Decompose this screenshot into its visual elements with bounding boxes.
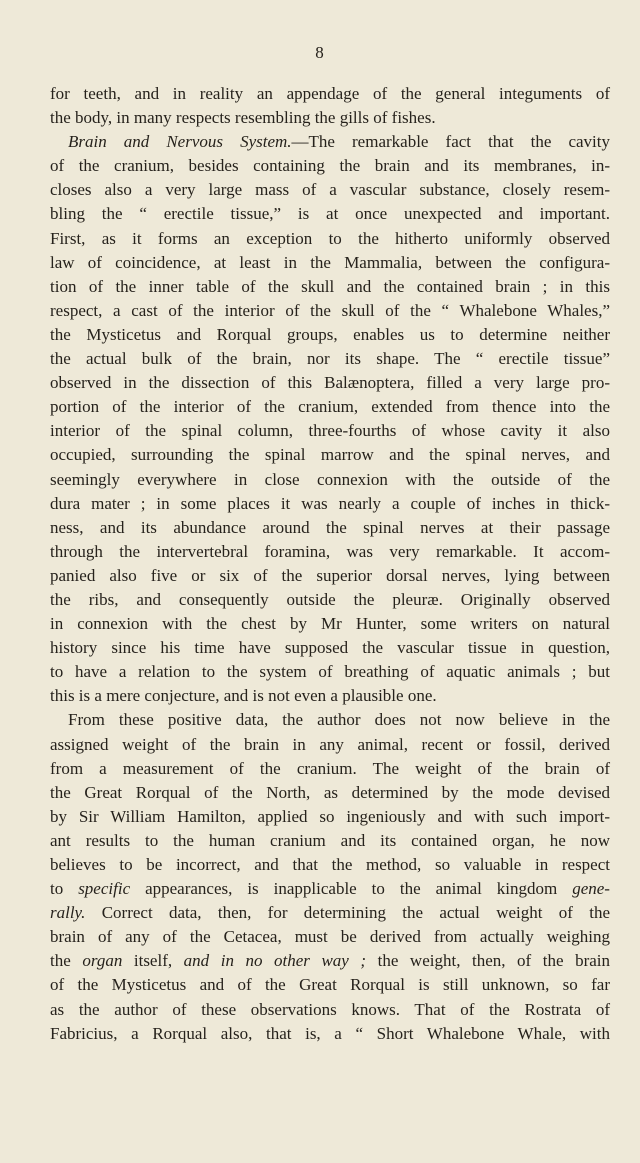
text-line: of the cranium, besides containing the brain and its membranes, in- [50, 156, 610, 176]
text-line: the ribs, and consequently outside the pleuræ. Originally observed [50, 589, 610, 609]
text-line: rally. Correct data, then, for determining the actual weight of the [50, 903, 610, 923]
text-line: assigned weight of the brain in any animal, recent or fossil, derived [50, 734, 610, 754]
text-line: dura mater ; in some places it was nearly a couple of inches in thick- [50, 493, 610, 513]
text-line: From these positive data, the author does not now believe in the [68, 710, 610, 730]
text-line: the Great Rorqual of the North, as determined by the mode devised [50, 782, 610, 802]
text-line: observed in the dissection of this Balænoptera, filled a very large pro- [50, 373, 610, 393]
text-line: Brain and Nervous System.—The remarkable fact that the cavity [68, 132, 610, 152]
text-line: through the intervertebral foramina, was very remarkable. It accom- [50, 541, 610, 561]
text-line: ness, and its abundance around the spinal nerves at their passage [50, 517, 610, 537]
text-line: for teeth, and in reality an appendage of the general integuments of [50, 84, 610, 103]
page-number: 8 [315, 43, 325, 62]
text-line: interior of the spinal column, three-fourths of whose cavity it also [50, 421, 610, 441]
text-line: as the author of these observations knows. That of the Rostrata of [50, 999, 610, 1019]
text-line: the Mysticetus and Rorqual groups, enables us to determine neither [50, 324, 610, 344]
text-line: this is a mere conjecture, and is not even a plausible one. [50, 686, 437, 706]
text-line: ant results to the human cranium and its contained organ, he now [50, 830, 610, 850]
text-line: portion of the interior of the cranium, extended from thence into the [50, 397, 610, 417]
text-line: seemingly everywhere in close connexion with the outside of the [50, 469, 610, 489]
text-line: the body, in many respects resembling the gills of fishes. [50, 108, 436, 128]
text-line: of the Mysticetus and of the Great Rorqual is still unknown, so far [50, 975, 610, 995]
text-line: First, as it forms an exception to the hitherto uniformly observed [50, 228, 610, 248]
text-line: brain of any of the Cetacea, must be derived from actually weighing [50, 927, 610, 947]
text-line: to specific appearances, is inapplicable to the animal kingdom gene- [50, 879, 610, 899]
text-line: to have a relation to the system of breathing of aquatic animals ; but [50, 662, 610, 682]
text-line: law of coincidence, at least in the Mammalia, between the configura- [50, 252, 610, 272]
text-line: believes to be incorrect, and that the method, so valuable in respect [50, 855, 610, 874]
body-text [50, 82, 610, 1046]
text-line: tion of the inner table of the skull and the contained brain ; in this [50, 276, 610, 296]
text-line: panied also five or six of the superior dorsal nerves, lying between [50, 565, 610, 585]
text-line: the organ itself, and in no other way ; the weight, then, of the brain [50, 951, 611, 971]
text-line: respect, a cast of the interior of the skull of the “ Whalebone Whales,” [50, 300, 610, 320]
text-line: in connexion with the chest by Mr Hunter, some writers on natural [50, 614, 610, 634]
text-line: history since his time have supposed the vascular tissue in question, [50, 638, 610, 658]
text-line: the actual bulk of the brain, nor its shape. The “ erectile tissue” [50, 349, 610, 369]
text-line: closes also a very large mass of a vascular substance, closely resem- [50, 180, 610, 200]
text-line: bling the “ erectile tissue,” is at once unexpected and important. [50, 204, 610, 224]
text-line: occupied, surrounding the spinal marrow and the spinal nerves, and [50, 445, 610, 465]
text-line: by Sir William Hamilton, applied so ingeniously and with such import- [50, 806, 610, 826]
text-line: from a measurement of the cranium. The weight of the brain of [50, 758, 610, 778]
text-line: Fabricius, a Rorqual also, that is, a “ Short Whalebone Whale, with [50, 1023, 610, 1043]
